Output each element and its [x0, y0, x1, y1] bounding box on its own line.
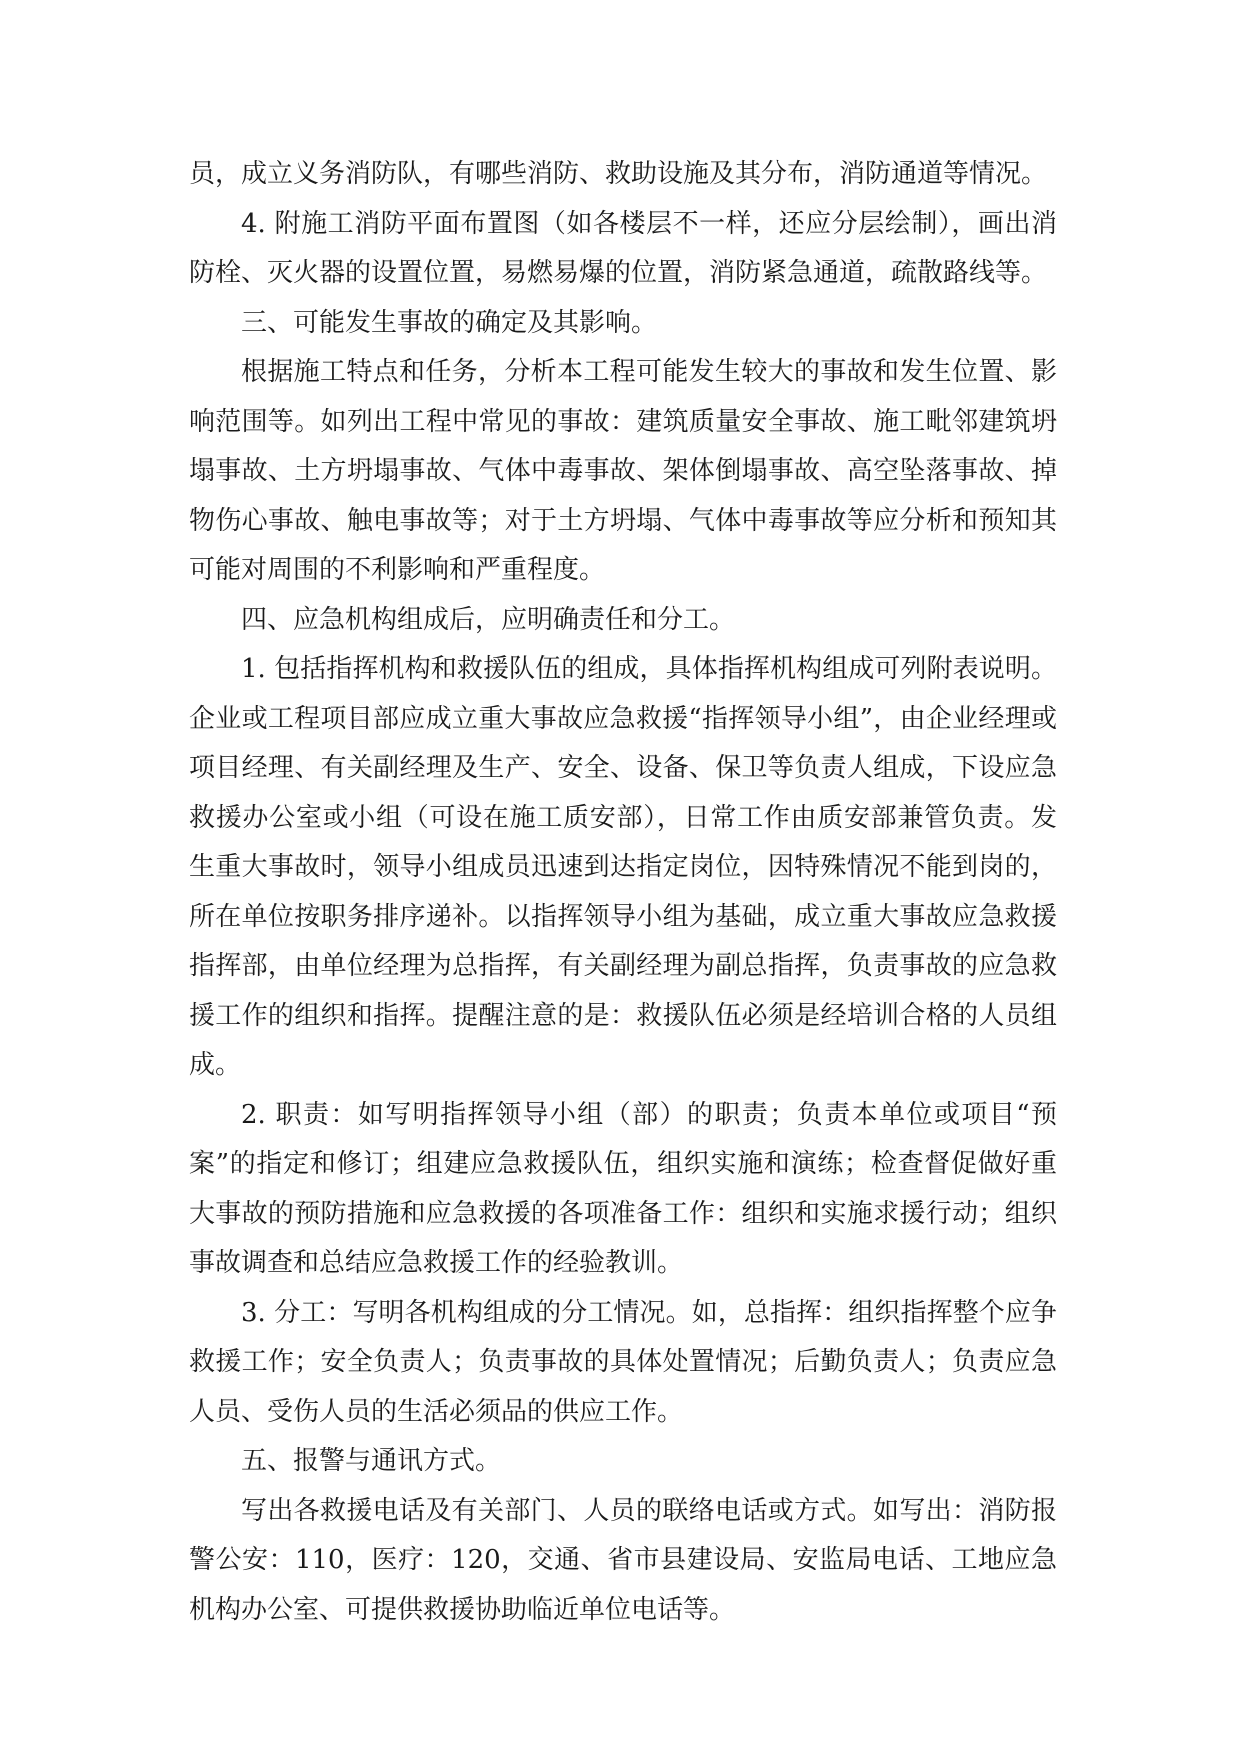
- paragraph-accident-analysis: 根据施工特点和任务，分析本工程可能发生较大的事故和发生位置、影响范围等。如列出工程中常见的事故：建筑质量安全事故、施工毗邻建筑坍塌事故、土方坍塌事故、气体中毒事故、架体倒塌事故、高空坠落事故、掉物伤心事故、触电事故等；对于土方坍塌、气体中毒事故等应分析和预知其可能对周围的不利影响和严重程度。: [189, 357, 1057, 585]
- paragraph-item-4: 4. 附施工消防平面布置图（如各楼层不一样，还应分层绘制），画出消防栓、灭火器的设置位置，易燃易爆的位置，消防紧急通道，疏散路线等。: [189, 208, 1057, 288]
- section-heading-3: 三、可能发生事故的确定及其影响。: [241, 307, 658, 338]
- paragraph-item-3: 3. 分工：写明各机构组成的分工情况。如，总指挥：组织指挥整个应争救援工作；安全负责人；负责事故的具体处置情况；后勤负责人；负责应急人员、受伤人员的生活必须品的供应工作。: [189, 1297, 1057, 1427]
- paragraph-continuation: 员，成立义务消防队，有哪些消防、救助设施及其分布，消防通道等情况。: [189, 159, 1048, 189]
- paragraph-item-2: 2. 职责：如写明指挥领导小组（部）的职责；负责本单位或项目“预案”的指定和修订；组建应急救援队伍，组织实施和演练；检查督促做好重大事故的预防措施和应急救援的各项准备工作：组织和实施求援行动；组织事故调查和总结应急救援工作的经验教训。: [189, 1099, 1057, 1278]
- section-heading-5: 五、报警与通讯方式。: [241, 1446, 502, 1476]
- document-body: [189, 150, 1057, 1635]
- paragraph-contact-info: 写出各救援电话及有关部门、人员的联络电话或方式。如写出：消防报警公安：110，医疗：120，交通、省市县建设局、安监局电话、工地应急机构办公室、可提供救援协助临近单位电话等。: [189, 1495, 1057, 1625]
- paragraph-item-1: 1. 包括指挥机构和救援队伍的组成，具体指挥机构组成可列附表说明。企业或工程项目部应成立重大事故应急救援“指挥领导小组”，由企业经理或项目经理、有关副经理及生产、安全、设备、保卫等负责人组成，下设应急救援办公室或小组（可设在施工质安部），日常工作由质安部兼管负责。发生重大事故时，领导小组成员迅速到达指定岗位，因特殊情况不能到岗的，所在单位按职务排序递补。以指挥领导小组为基础，成立重大事故应急救援指挥部，由单位经理为总指挥，有关副经理为副总指挥，负责事故的应急救援工作的组织和指挥。提醒注意的是：救援队伍必须是经培训合格的人员组成。: [189, 654, 1057, 1080]
- section-heading-4: 四、应急机构组成后，应明确责任和分工。: [241, 604, 736, 635]
